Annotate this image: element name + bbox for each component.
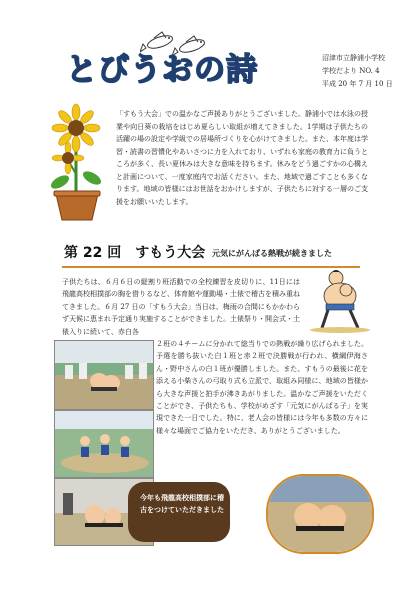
- section-subtitle: 元気にがんばる熱戦が続きました: [212, 249, 332, 258]
- section-title: 第 22 回 すもう大会: [64, 245, 206, 261]
- photo-caption-text: 今年も飛龍高校相撲部に稽古をつけていただきました: [140, 494, 224, 514]
- school-info: [322, 52, 414, 91]
- sunflower-illustration: [46, 102, 108, 222]
- article-paragraph-bottom: ２班の４チームに分かれて総当りでの熱戦が繰り広げられました。予選を勝ち抜いた白１班と赤２班で決勝戦が行われ、横綱伊海さん・野中さんの白１班が優勝しました。また、すもうの最後に花を添える小柴さんの弓取り式も立派で、取組み同様に、地域の皆様から大きな声援と拍手が沸きあがりました。温かなご声援をいただくことができ、子供たちも、学校がめざす「元気にがんばる子」を実現できた一日でした。特に、老人会の皆様には今年も多数の方々に様々な場面でご協力をいただき、ありがとうございました。: [156, 340, 368, 435]
- photo-ring-entry: [54, 410, 154, 478]
- newsletter-number: 学校だより NO. 4: [322, 67, 380, 75]
- photo-caption: [128, 482, 230, 542]
- issue-date: 平成 20 年 7 月 10 日: [322, 80, 393, 88]
- sumo-wrestlers-illustration: [306, 268, 374, 334]
- intro-paragraph: 「すもう大会」での温かなご声援ありがとうございました。静浦小では水泳の授業や向日葵の栽培をはじめ夏らしい取組が増えてきました。1学期は子供たちの活躍の場の設定や学級での居場所づくりを心がけてきました。また、本年度は学習・読書の習慣化やあいさつに力を入れており、いずれも家庭の教育力に負うところが多く、長い夏休みは大きな意味を持ちます。休みをどう過ごすかの心構えと計画について、一度家庭内でお話ください。また、地域で過ごすことも多くなります。地域の皆様にはお世話をおかけしますが、子供たちに対する一層のご支援をお願いいたします。: [116, 110, 368, 206]
- newsletter-title: とびうおの詩: [66, 52, 258, 88]
- article-paragraph-top: 子供たちは、６月６日の縦割り班活動での全校練習を皮切りに、11日には飛龍高校相撲部の胸を借りるなど、体育館や運動場・土俵で稽古を積み重ねてきました。６月 27 日の「すもう大会」当日は、梅雨の合間にもかかわらず天候に恵まれ予定通り実施することができました。土俵祭り・開会式・土俵入りに続いて、赤白各: [62, 278, 300, 336]
- photo-sumo-bout: [54, 340, 154, 410]
- section-heading: [62, 240, 360, 268]
- school-name: 沼津市立静浦小学校: [322, 54, 385, 62]
- photo-wrestlers-round: [266, 474, 374, 554]
